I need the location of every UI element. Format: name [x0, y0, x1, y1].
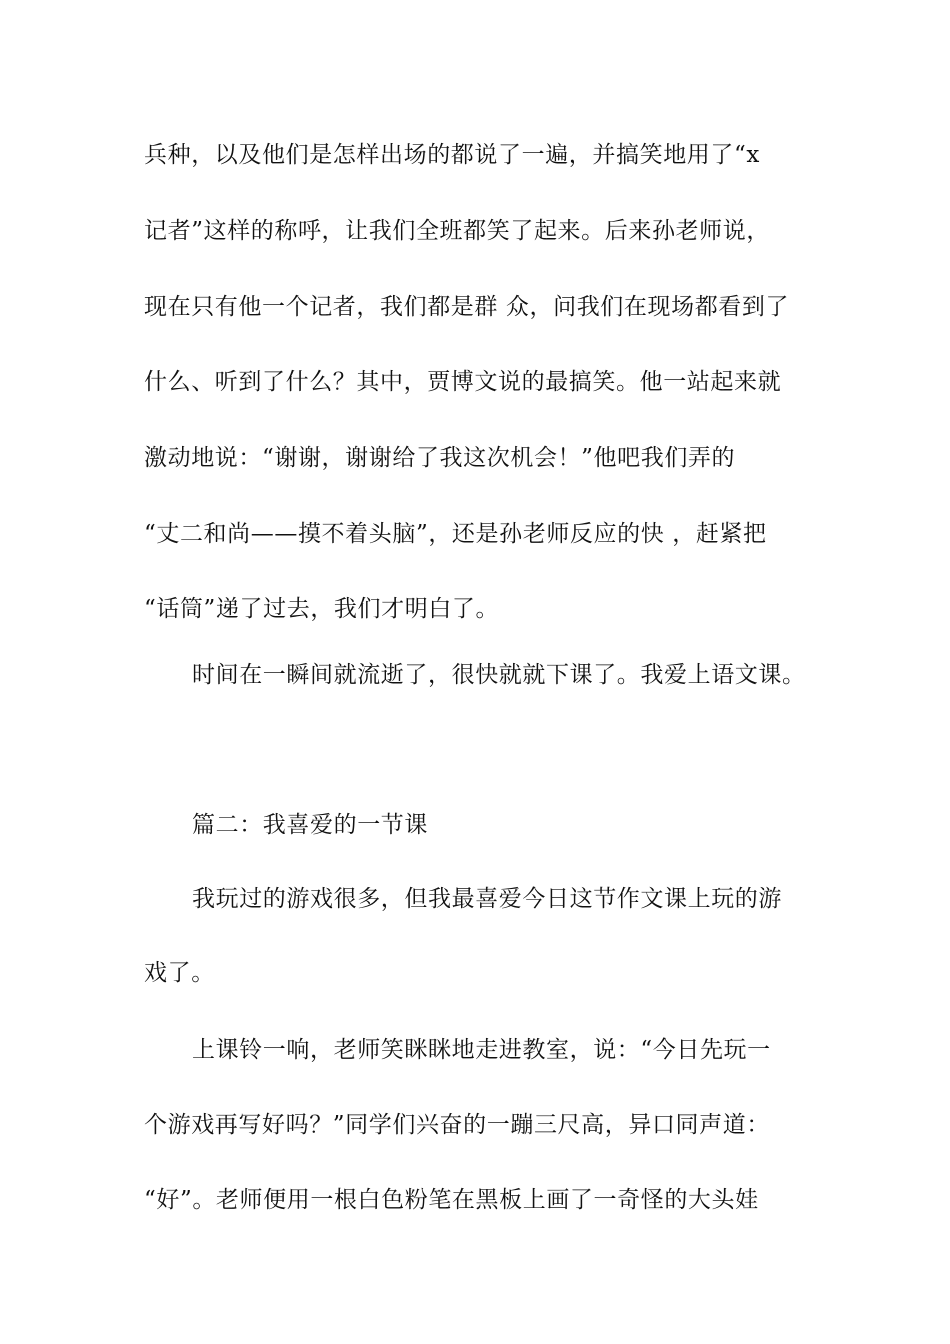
- text-line: 激动地说：“谢谢，谢谢给了我这次机会！”他吧我们弄的: [144, 445, 736, 471]
- paragraph-first-line: 我玩过的游戏很多，但我最喜爱今日这节作文课上玩的游: [192, 886, 782, 912]
- text-line: 什么、听到了什么？其中，贾博文说的最搞笑。他一站起来就: [144, 369, 782, 395]
- text-line: 个游戏再写好吗？”同学们兴奋的一蹦三尺高，异口同声道：: [144, 1112, 770, 1138]
- text-line: 兵种，以及他们是怎样出场的都说了一遍，并搞笑地用了“x: [144, 142, 760, 168]
- text-line: 戏了。: [144, 960, 215, 986]
- paragraph-first-line: 时间在一瞬间就流逝了，很快就就下课了。我爱上语文课。: [192, 662, 806, 688]
- text-line: “话筒”递了过去，我们才明白了。: [144, 596, 500, 622]
- text-line: 记者”这样的称呼，让我们全班都笑了起来。后来孙老师说，: [144, 218, 770, 244]
- text-line: 现在只有他一个记者，我们都是群 众，问我们在现场都看到了: [144, 294, 790, 320]
- section-heading: 篇二：我喜爱的一节课: [192, 812, 428, 838]
- paragraph-first-line: 上课铃一响，老师笑眯眯地走进教室，说：“今日先玩一: [192, 1037, 771, 1063]
- text-line: “好”。老师便用一根白色粉笔在黑板上画了一奇怪的大头娃: [144, 1187, 759, 1213]
- text-line: “丈二和尚——摸不着头脑”，还是孙老师反应的快 ，赶紧把: [144, 521, 767, 547]
